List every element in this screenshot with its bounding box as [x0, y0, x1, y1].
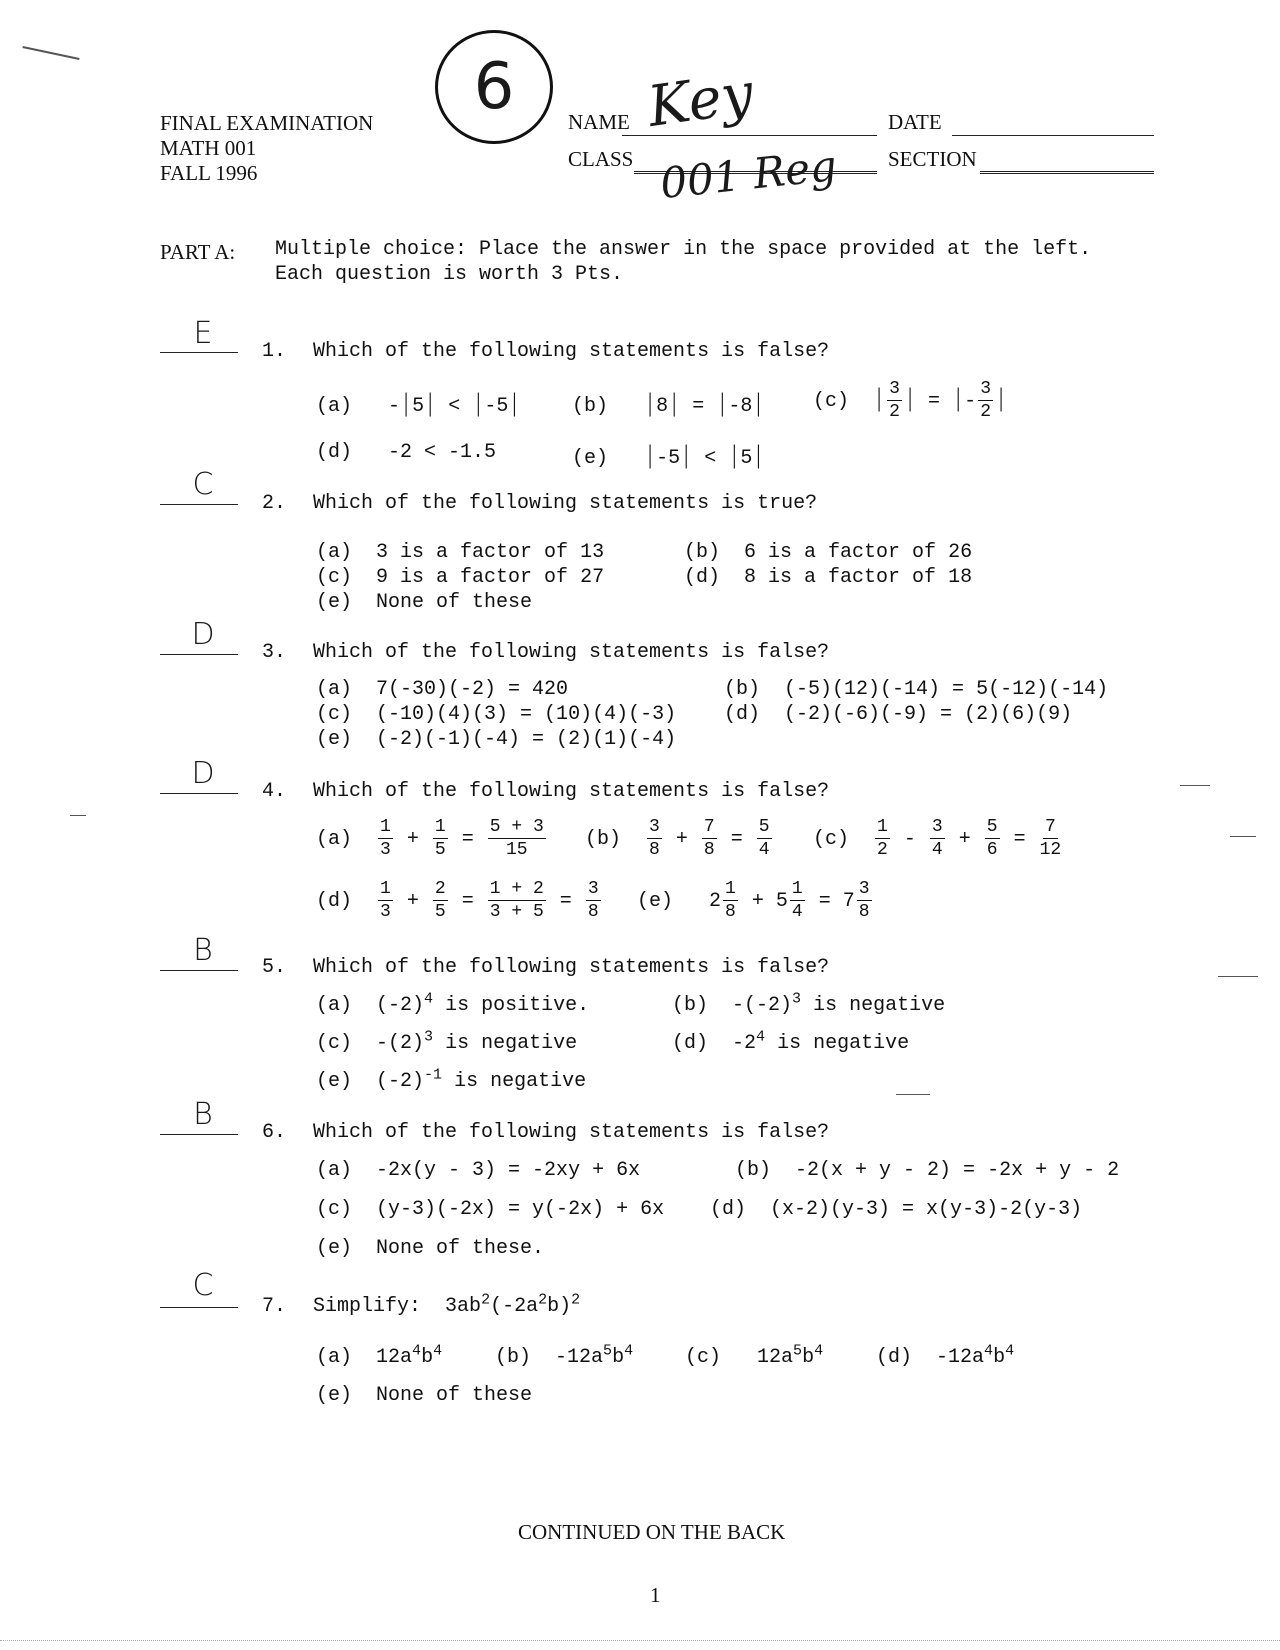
q7-option-c: (c) $12a^5b^4$: [685, 1342, 824, 1369]
answer-5: B: [193, 933, 213, 968]
question-number-2: 2.: [262, 492, 287, 515]
q4-option-a: (a) $\frac{1}{3}$ + $\frac{1}{5}$ = $\frac{5 + 3}{15}$: [316, 817, 544, 860]
answer-7: C: [192, 1268, 214, 1303]
answer-2: C: [192, 467, 214, 502]
q4-option-e: (e) 2 $\frac{1}{8}$ + 5 $\frac{1}{4}$ = 7 $\frac{3}{8}$: [637, 879, 870, 922]
q1-option-e: (e) | -5| < | 5|: [572, 441, 763, 470]
question-number-5: 5.: [262, 956, 287, 979]
stray-mark: [896, 1094, 930, 1095]
question-number-1: 1.: [262, 340, 287, 363]
question-prompt-2: Which of the following statements is true?: [313, 492, 818, 515]
question-prompt-6: Which of the following statements is false?: [313, 1121, 830, 1144]
q3-option-a: (a) 7(-30)(-2) = 420: [316, 678, 569, 701]
answer-1: E: [193, 316, 213, 351]
q6-option-c: (c) (y-3)(-2x) = y(-2x) + 6x: [316, 1198, 665, 1221]
question-prompt-5: Which of the following statements is false?: [313, 956, 830, 979]
question-prompt-7: Simplify: $3ab^2(-2a^2b)^2$: [313, 1291, 581, 1318]
question-number-4: 4.: [262, 780, 287, 803]
q5-option-e: (e) $(-2)^{-1}$ is negative: [316, 1066, 587, 1093]
question-number-6: 6.: [262, 1121, 287, 1144]
class-value: 001 Reg: [657, 140, 839, 209]
answer-3: D: [191, 617, 215, 652]
exam-title: FINAL EXAMINATION MATH 001 FALL 1996: [160, 111, 374, 185]
stray-mark: [22, 46, 79, 60]
q6-option-d: (d) (x-2)(y-3) = x(y-3)-2(y-3): [710, 1198, 1083, 1221]
circled-score: [435, 30, 553, 144]
q2-option-e: (e) None of these: [316, 591, 533, 614]
q7-option-a: (a) $12a^4b^4$: [316, 1342, 443, 1369]
name-label: NAME: [568, 110, 630, 134]
q7-option-e: (e) None of these: [316, 1384, 533, 1407]
stray-mark: [70, 815, 86, 816]
q1-option-d: (d) -2 < -1.5: [316, 441, 497, 464]
section-field-line: [980, 171, 1154, 174]
q1-option-b: (b) | 8| = | -8|: [572, 389, 763, 418]
q7-option-b: (b) $-12a^5b^4$: [495, 1342, 634, 1369]
q4-option-b: (b) $\frac{3}{8}$ + $\frac{7}{8}$ = $\frac{5}{4}$: [585, 817, 770, 860]
q5-option-d: (d) $-2^4$ is negative: [672, 1028, 910, 1055]
question-prompt-1: Which of the following statements is false?: [313, 340, 830, 363]
circled-score-number: 6: [473, 50, 515, 124]
q5-option-a: (a) $(-2)^4$ is positive.: [316, 990, 590, 1017]
part-a-points: Each question is worth 3 Pts.: [275, 263, 624, 286]
q5-option-b: (b) $-(-2)^3$ is negative: [672, 990, 946, 1017]
answer-line-2: [160, 504, 238, 505]
answer-line-3: [160, 654, 238, 655]
q4-option-d: (d) $\frac{1}{3}$ + $\frac{2}{5}$ = $\frac{1 + 2}{3 + 5}$ = $\frac{3}{8}$: [316, 879, 599, 922]
continued-note: CONTINUED ON THE BACK: [518, 1520, 786, 1544]
part-a-label: PART A:: [160, 240, 236, 264]
stray-mark: [1218, 976, 1258, 977]
answer-line-6: [160, 1134, 238, 1135]
answer-6: B: [193, 1097, 213, 1132]
answer-line-7: [160, 1307, 238, 1308]
q3-option-d: (d) (-2)(-6)(-9) = (2)(6)(9): [724, 703, 1073, 726]
q2-option-b: (b) 6 is a factor of 26: [684, 541, 973, 564]
answer-line-5: [160, 970, 238, 971]
q3-option-b: (b) (-5)(12)(-14) = 5(-12)(-14): [724, 678, 1109, 701]
stray-mark: [1230, 836, 1256, 837]
q4-option-c: (c) $\frac{1}{2}$ - $\frac{3}{4}$ + $\frac{5}{6}$ = $\frac{7}{12}$: [813, 817, 1062, 860]
scan-bottom-noise: [0, 1640, 1280, 1641]
q3-option-c: (c) (-10)(4)(3) = (10)(4)(-3): [316, 703, 677, 726]
answer-line-1: [160, 352, 238, 353]
date-field-line: [952, 135, 1154, 136]
q6-option-b: (b) -2(x + y - 2) = -2x + y - 2: [735, 1159, 1120, 1182]
date-label: DATE: [888, 110, 942, 134]
q5-option-c: (c) $-(2)^3$ is negative: [316, 1028, 578, 1055]
question-number-3: 3.: [262, 641, 287, 664]
answer-4: D: [191, 756, 215, 791]
name-value: Key: [643, 61, 758, 140]
q1-option-a: (a) -| 5| < | -5|: [316, 389, 519, 418]
section-label: SECTION: [888, 147, 977, 171]
class-label: CLASS: [568, 147, 634, 171]
question-prompt-3: Which of the following statements is false?: [313, 641, 830, 664]
q2-option-a: (a) 3 is a factor of 13: [316, 541, 605, 564]
q3-option-e: (e) (-2)(-1)(-4) = (2)(1)(-4): [316, 728, 677, 751]
question-prompt-4: Which of the following statements is false?: [313, 780, 830, 803]
q2-option-c: (c) 9 is a factor of 27: [316, 566, 605, 589]
q2-option-d: (d) 8 is a factor of 18: [684, 566, 973, 589]
q6-option-e: (e) None of these.: [316, 1237, 545, 1260]
page-number: 1: [650, 1583, 661, 1607]
stray-mark: [1180, 785, 1210, 786]
q7-option-d: (d) $-12a^4b^4$: [876, 1342, 1015, 1369]
question-number-7: 7.: [262, 1295, 287, 1318]
q6-option-a: (a) -2x(y - 3) = -2xy + 6x: [316, 1159, 641, 1182]
answer-line-4: [160, 793, 238, 794]
q1-option-c: (c) | $\frac{3}{2}$ | = | - $\frac{3}{2}$ |: [813, 379, 1006, 422]
part-a-instructions: Multiple choice: Place the answer in the space provided at the left.: [275, 238, 1092, 261]
